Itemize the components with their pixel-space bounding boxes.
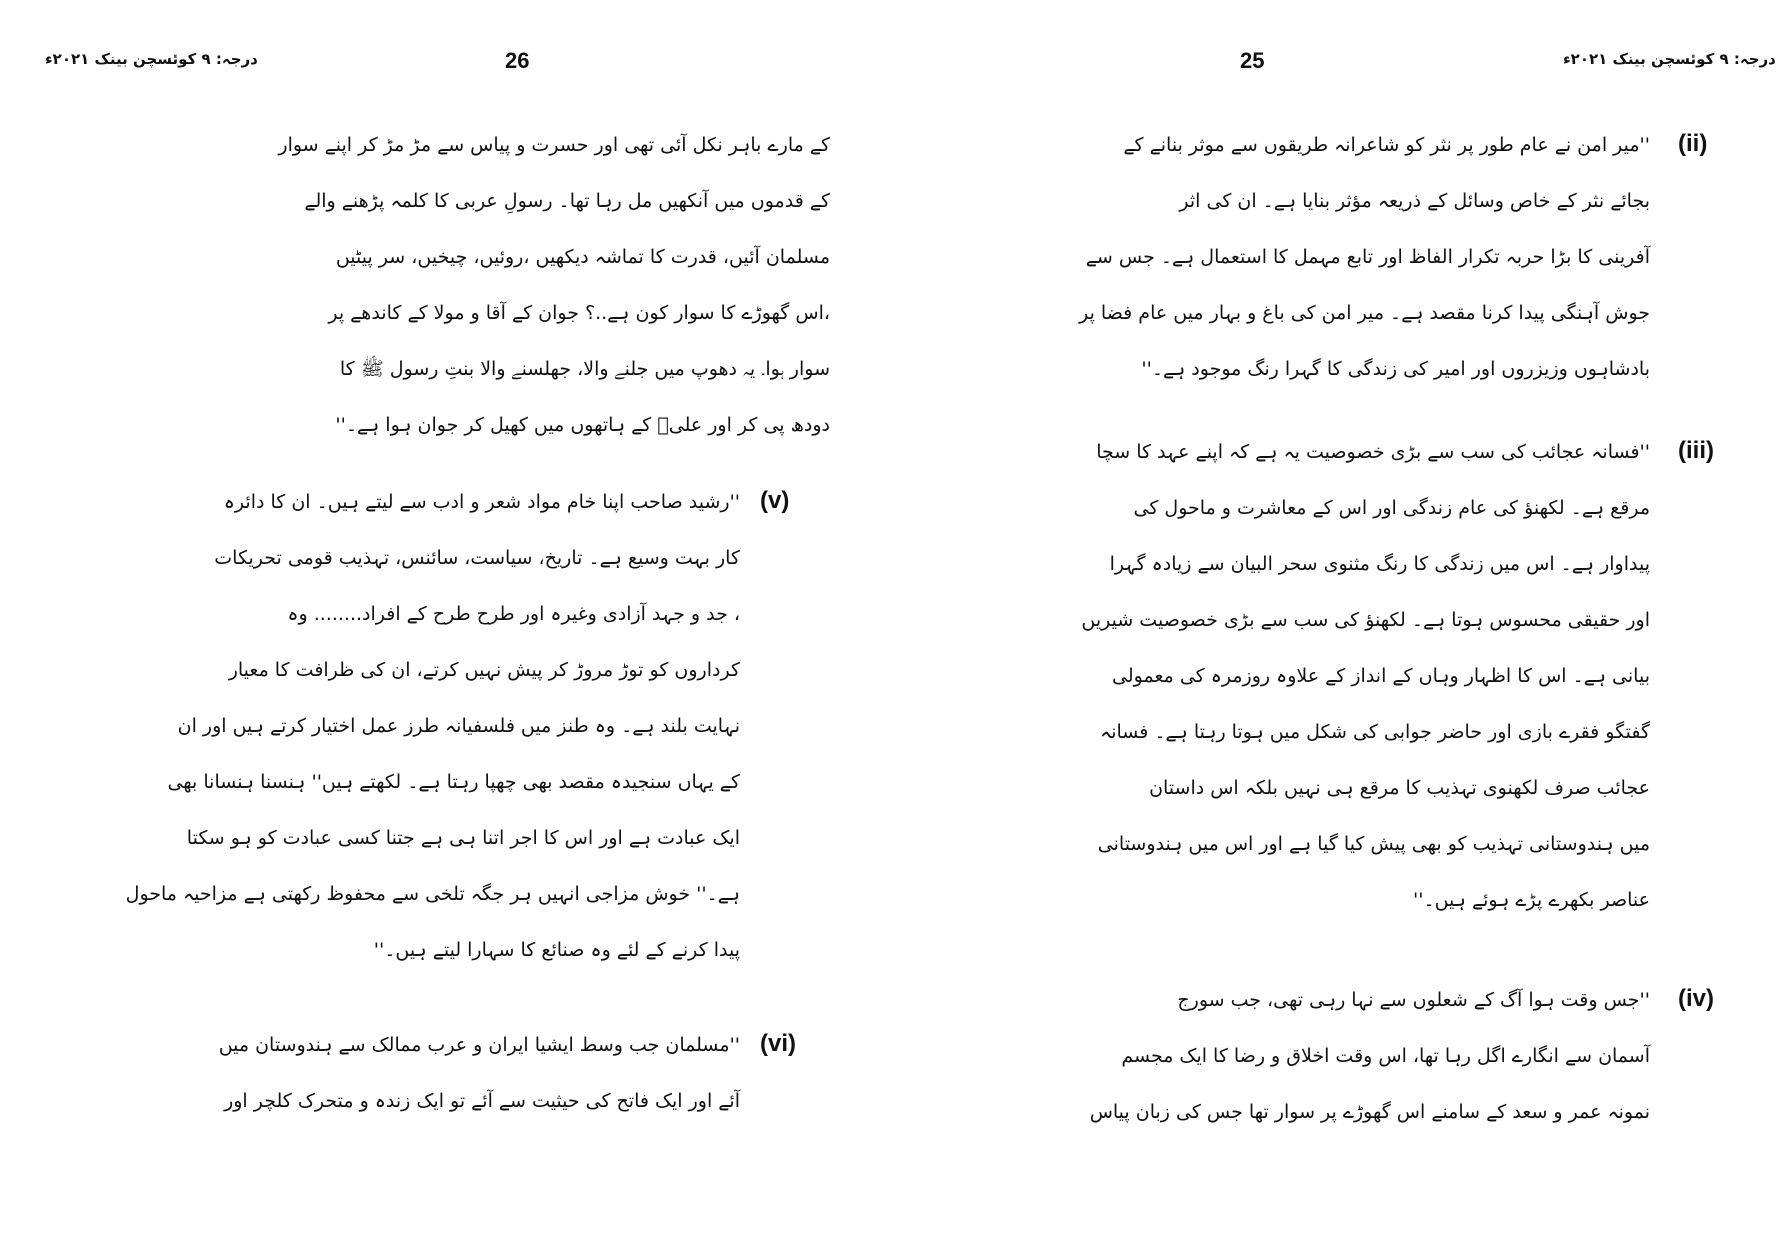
text-line: آئے اور ایک فاتح کی حیثیت سے آئے تو ایک زندہ و متحرک کلچر اور (224, 1090, 740, 1112)
section-marker: (ii) (1678, 130, 1708, 157)
text-line: کرداروں کو توڑ مروڑ کر پیش نہیں کرتے، ان کی ظرافت کا معیار (228, 659, 740, 681)
section-marker: (iii) (1678, 437, 1714, 464)
text-line: اور حقیقی محسوس ہوتا ہے۔ لکھنؤ کی سب سے بڑی خصوصیت شیریں (1081, 609, 1650, 631)
text-line: بیانی ہے۔ اس کا اظہار وہاں کے انداز کے علاوہ روزمرہ کی معمولی (1112, 665, 1650, 687)
right-section-iii (940, 424, 1650, 928)
text-line: نہایت بلند ہے۔ وہ طنز میں فلسفیانہ طرز عمل اختیار کرتے ہیں اور ان (177, 715, 740, 737)
text-line: ''فسانہ عجائب کی سب سے بڑی خصوصیت یہ ہے کہ اپنے عہد کا سچا (1096, 441, 1650, 463)
text-line: آفرینی کا بڑا حربہ تکرار الفاظ اور تابع مہمل کا استعمال ہے۔ جس سے (1085, 246, 1650, 268)
text-line: آسمان سے انگارے اگل رہا تھا، اس وقت اخلاق و رضا کا ایک مجسم (1121, 1045, 1650, 1067)
text-line: ،اس گھوڑے کا سوار کون ہے..؟ جوان کے آقا و مولا کے کاندھے پر (328, 302, 830, 324)
text-line: ''رشید صاحب اپنا خام مواد شعر و ادب سے لیتے ہیں۔ ان کا دائرہ (223, 491, 740, 513)
text-line: ہے۔'' خوش مزاجی انہیں ہر جگہ تلخی سے محفوظ رکھتی ہے مزاحیہ ماحول (125, 883, 740, 905)
text-line: عناصر بکھرے پڑے ہوئے ہیں۔'' (1413, 889, 1650, 911)
left-page (0, 0, 877, 1240)
left-page-number: 26 (505, 48, 530, 73)
text-line: مسلمان آئیں، قدرت کا تماشہ دیکھیں ،روئیں، چیخیں، سر پیٹیں (335, 246, 830, 268)
text-line: عجائب صرف لکھنوی تہذیب کا مرقع ہی نہیں بلکہ اس داستان (1149, 777, 1650, 799)
text-line: گفتگو فقرے بازی اور حاضر جوابی کی شکل میں ہوتا رہتا ہے۔ فسانہ (1100, 721, 1650, 743)
left-continuation-paragraph (120, 117, 830, 453)
text-line: پیدا کرنے کے لئے وہ صنائع کا سہارا لیتے ہیں۔'' (373, 939, 740, 961)
text-line: نمونہ عمر و سعد کے سامنے اس گھوڑے پر سوار تھا جس کی زبان پیاس (1089, 1101, 1650, 1123)
right-page-header (878, 48, 1776, 88)
text-line: ''مسلمان جب وسط ایشیا ایران و عرب ممالک سے ہندوستان میں (218, 1034, 740, 1056)
text-line: ، جد و جہد آزادی وغیرہ اور طرح طرح کے افراد........ وہ (287, 603, 740, 625)
text-line: مرقع ہے۔ لکھنؤ کی عام زندگی اور اس کے معاشرت و ماحول کی (1133, 497, 1650, 519)
text-line: میں ہندوستانی تہذیب کو بھی پیش کیا گیا ہے اور اس میں ہندوستانی (1097, 833, 1650, 855)
right-page-number: 25 (1240, 48, 1265, 73)
text-line: کے مارے باہر نکل آئی تھی اور حسرت و پیاس سے مڑ مڑ کر اپنے سوار (278, 134, 830, 156)
text-line: پیداوار ہے۔ اس میں زندگی کا رنگ مثنوی سحر البیان سے زیادہ گہرا (1109, 553, 1650, 575)
right-section-ii (940, 117, 1650, 397)
left-header-title: درجہ: ۹ کوئسچن بینک ۲۰۲۱ء (45, 50, 258, 68)
text-line: ''میر امن نے عام طور پر نثر کو شاعرانہ طریقوں سے موثر بنانے کے (1123, 134, 1650, 156)
section-marker: (iv) (1678, 985, 1714, 1012)
left-section-v (120, 474, 740, 978)
right-page (878, 0, 1776, 1240)
text-line: ''جس وقت ہوا آگ کے شعلوں سے نہا رہی تھی، جب سورج (1177, 989, 1650, 1011)
text-line: دودھ پی کر اور علیؑ کے ہاتھوں میں کھیل کر جوان ہوا ہے۔'' (335, 414, 830, 436)
text-line: بجائے نثر کے خاص وسائل کے ذریعہ مؤثر بنایا ہے۔ ان کی اثر (1179, 190, 1650, 212)
text-line: کار بہت وسیع ہے۔ تاریخ، سیاست، سائنس، تہذیب قومی تحریکات (214, 547, 740, 569)
left-page-header (0, 48, 877, 88)
text-line: سوار ہوا۔ یہ دھوپ میں جلنے والا، جھلسنے والا بنتِ رسول ﷺ کا (339, 358, 830, 380)
section-marker: (v) (760, 487, 790, 514)
text-line: کے قدموں میں آنکھیں مل رہا تھا۔ رسولِ عربی کا کلمہ پڑھنے والے (304, 190, 830, 212)
text-line: جوش آہنگی پیدا کرنا مقصد ہے۔ میر امن کی باغ و بہار میں عام فضا پر (1079, 302, 1650, 324)
text-line: کے یہاں سنجیدہ مقصد بھی چھپا رہتا ہے۔ لکھتے ہیں'' ہنسنا ہنسانا بھی (167, 771, 740, 793)
left-section-vi (120, 1017, 740, 1129)
text-line: بادشاہوں وزیزروں اور امیر کی زندگی کا گہرا رنگ موجود ہے۔'' (1141, 358, 1650, 380)
right-section-iv (940, 972, 1650, 1140)
section-marker: (vi) (760, 1030, 796, 1057)
right-header-title: درجہ: ۹ کوئسچن بینک ۲۰۲۱ء (1563, 50, 1776, 68)
text-line: ایک عبادت ہے اور اس کا اجر اتنا ہی ہے جتنا کسی عبادت کو ہو سکتا (186, 827, 740, 849)
